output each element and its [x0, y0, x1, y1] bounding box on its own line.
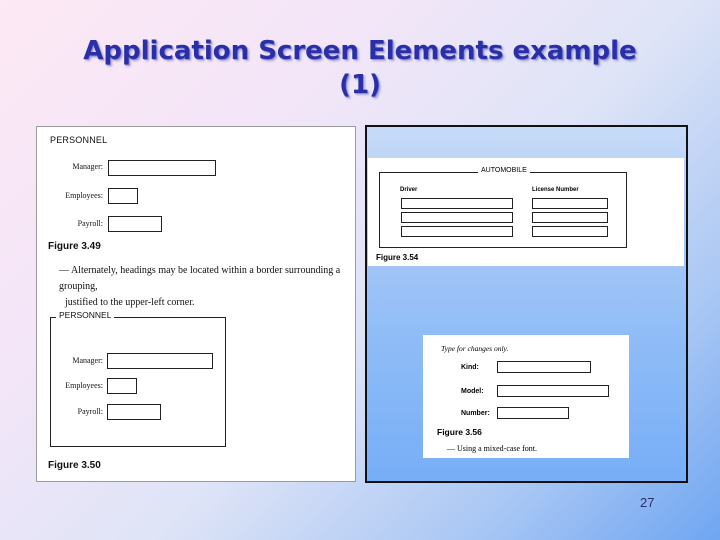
manager-field-b[interactable] — [107, 353, 213, 369]
left-figure-panel — [36, 126, 356, 482]
slide-title-line2: (1) — [339, 70, 381, 100]
license-field-3[interactable] — [532, 226, 608, 237]
driver-field-2[interactable] — [401, 212, 513, 223]
model-label: Model: — [461, 388, 484, 395]
employees-field-b[interactable] — [107, 378, 137, 394]
employees-field[interactable] — [108, 188, 138, 204]
model-field[interactable] — [497, 385, 609, 397]
employees-label: Employees: — [65, 191, 103, 200]
manager-label-b: Manager: — [72, 356, 103, 365]
automobile-group-title: AUTOMOBILE — [478, 167, 530, 174]
personnel-heading: PERSONNEL — [50, 135, 108, 145]
license-field-2[interactable] — [532, 212, 608, 223]
figure-3-50-label: Figure 3.50 — [48, 460, 101, 471]
caption-text — [59, 263, 351, 311]
mixed-case-caption: — Using a mixed-case font. — [447, 444, 537, 453]
right-figure-panel — [365, 125, 688, 483]
employees-label-b: Employees: — [65, 381, 103, 390]
number-field[interactable] — [497, 407, 569, 419]
license-number-column-header: License Number — [532, 187, 579, 193]
kind-label: Kind: — [461, 364, 479, 371]
slide-number: 27 — [640, 495, 655, 510]
instruction-text: Type for changes only. — [441, 344, 509, 353]
kind-field[interactable] — [497, 361, 591, 373]
driver-field-3[interactable] — [401, 226, 513, 237]
manager-label: Manager: — [72, 162, 103, 171]
mixed-case-figure — [423, 335, 629, 458]
number-label: Number: — [461, 410, 490, 417]
caption-line1: — Alternately, headings may be located within a border surrounding a grouping, — [59, 265, 341, 292]
slide-title — [0, 34, 720, 102]
payroll-label-b: Payroll: — [77, 407, 103, 416]
driver-column-header: Driver — [400, 187, 418, 193]
driver-field-1[interactable] — [401, 198, 513, 209]
figure-3-56-label: Figure 3.56 — [437, 427, 482, 437]
payroll-field[interactable] — [108, 216, 162, 232]
slide-title-line1: Application Screen Elements example — [83, 36, 637, 66]
personnel-group-title: PERSONNEL — [56, 310, 114, 320]
automobile-figure — [368, 158, 684, 266]
license-field-1[interactable] — [532, 198, 608, 209]
caption-line2: justified to the upper-left corner. — [65, 297, 195, 308]
payroll-field-b[interactable] — [107, 404, 161, 420]
figure-3-49-label: Figure 3.49 — [48, 241, 101, 252]
figure-3-54-label: Figure 3.54 — [376, 253, 419, 262]
manager-field[interactable] — [108, 160, 216, 176]
payroll-label: Payroll: — [77, 219, 103, 228]
